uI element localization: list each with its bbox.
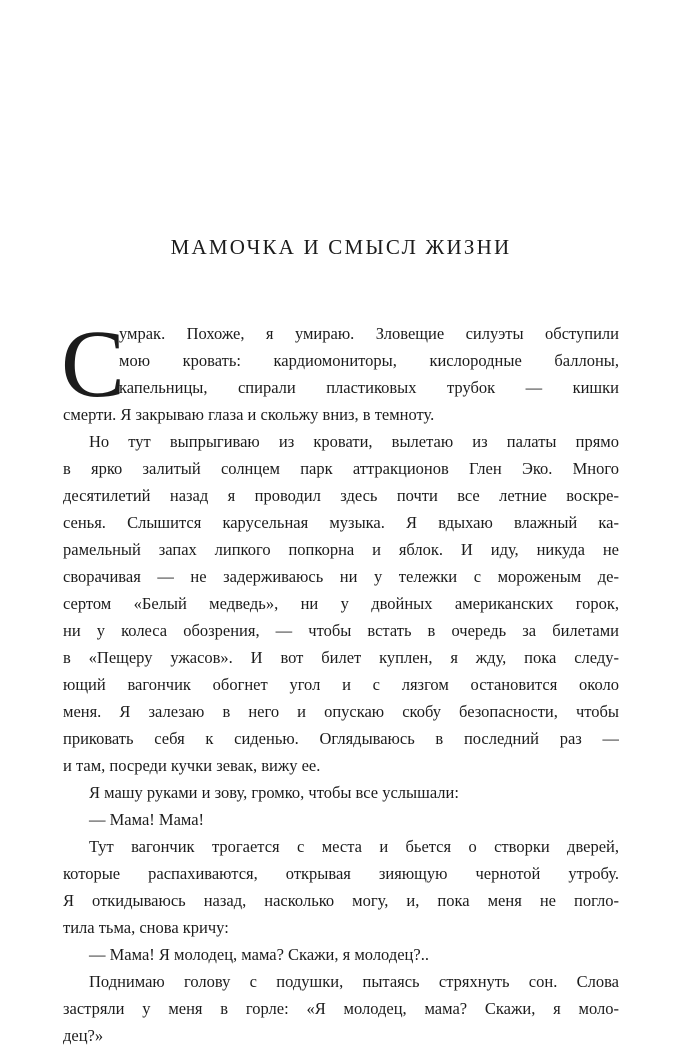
text-line: Я машу руками и зову, громко, чтобы все услышали: [89,783,459,802]
paragraph [63,833,619,941]
paragraph [63,779,619,806]
drop-cap: С [61,310,126,417]
text-line: в ярко залитый солнцем парк аттракционов Глен Эко. Много [63,459,619,478]
text-line: Тут вагончик трогается с места и бьется о створки дверей, [89,837,619,856]
text-line: приковать себя к сиденью. Оглядываюсь в последний раз — [63,729,619,748]
text-line: умрак. Похоже, я умираю. Зловещие силуэты обступили [119,324,619,343]
text-line: капельницы, спирали пластиковых трубок — кишки [119,378,619,397]
text-line: Но тут выпрыгиваю из кровати, вылетаю из палаты прямо [89,432,619,451]
text-line: сворачивая — не задерживаюсь ни у тележки с мороженым де- [63,567,619,586]
text-line: рамельный запах липкого попкорна и яблок. И иду, никуда не [63,540,619,559]
text-line: сенья. Слышится карусельная музыка. Я вдыхаю влажный ка- [63,513,619,532]
text-line: — Мама! Мама! [89,810,205,829]
text-line: меня. Я залезаю в него и опускаю скобу безопасности, чтобы [63,702,619,721]
text-line: которые распахиваются, открывая зияющую чернотой утробу. [63,864,619,883]
text-line: — Мама! Я молодец, мама? Скажи, я молодец?.. [89,945,429,964]
text-line: Я откидываюсь назад, насколько могу, и, пока меня не погло- [63,891,619,910]
dialogue-line [63,941,619,968]
chapter-body [61,310,619,1049]
text-line: мою кровать: кардиомониторы, кислородные баллоны, [119,351,619,370]
paragraph [63,968,619,1049]
paragraph [63,428,619,779]
text-line: ни у колеса обозрения, — чтобы встать в очередь за билетами [63,621,619,640]
text-line: застряли у меня в горле: «Я молодец, мама? Скажи, я моло- [63,999,619,1018]
text-line: Поднимаю голову с подушки, пытаясь стряхнуть сон. Слова [89,972,619,991]
text-line: и там, посреди кучки зевак, вижу ее. [63,756,321,775]
text-line: тила тьма, снова кричу: [63,918,229,937]
text-line: десятилетий назад я проводил здесь почти все летние воскре- [63,486,619,505]
first-paragraph [61,310,619,428]
dialogue-line [63,806,619,833]
text-line: ющий вагончик обогнет угол и с лязгом остановится около [63,675,619,694]
text-line: смерти. Я закрываю глаза и скольжу вниз, в темноту. [63,405,435,424]
text-line: дец?» [63,1026,104,1045]
chapter-title: МАМОЧКА И СМЫСЛ ЖИЗНИ [170,235,512,259]
text-line: сертом «Белый медведь», ни у двойных американских горок, [63,594,619,613]
text-line: в «Пещеру ужасов». И вот билет куплен, я жду, пока следу- [63,648,619,667]
